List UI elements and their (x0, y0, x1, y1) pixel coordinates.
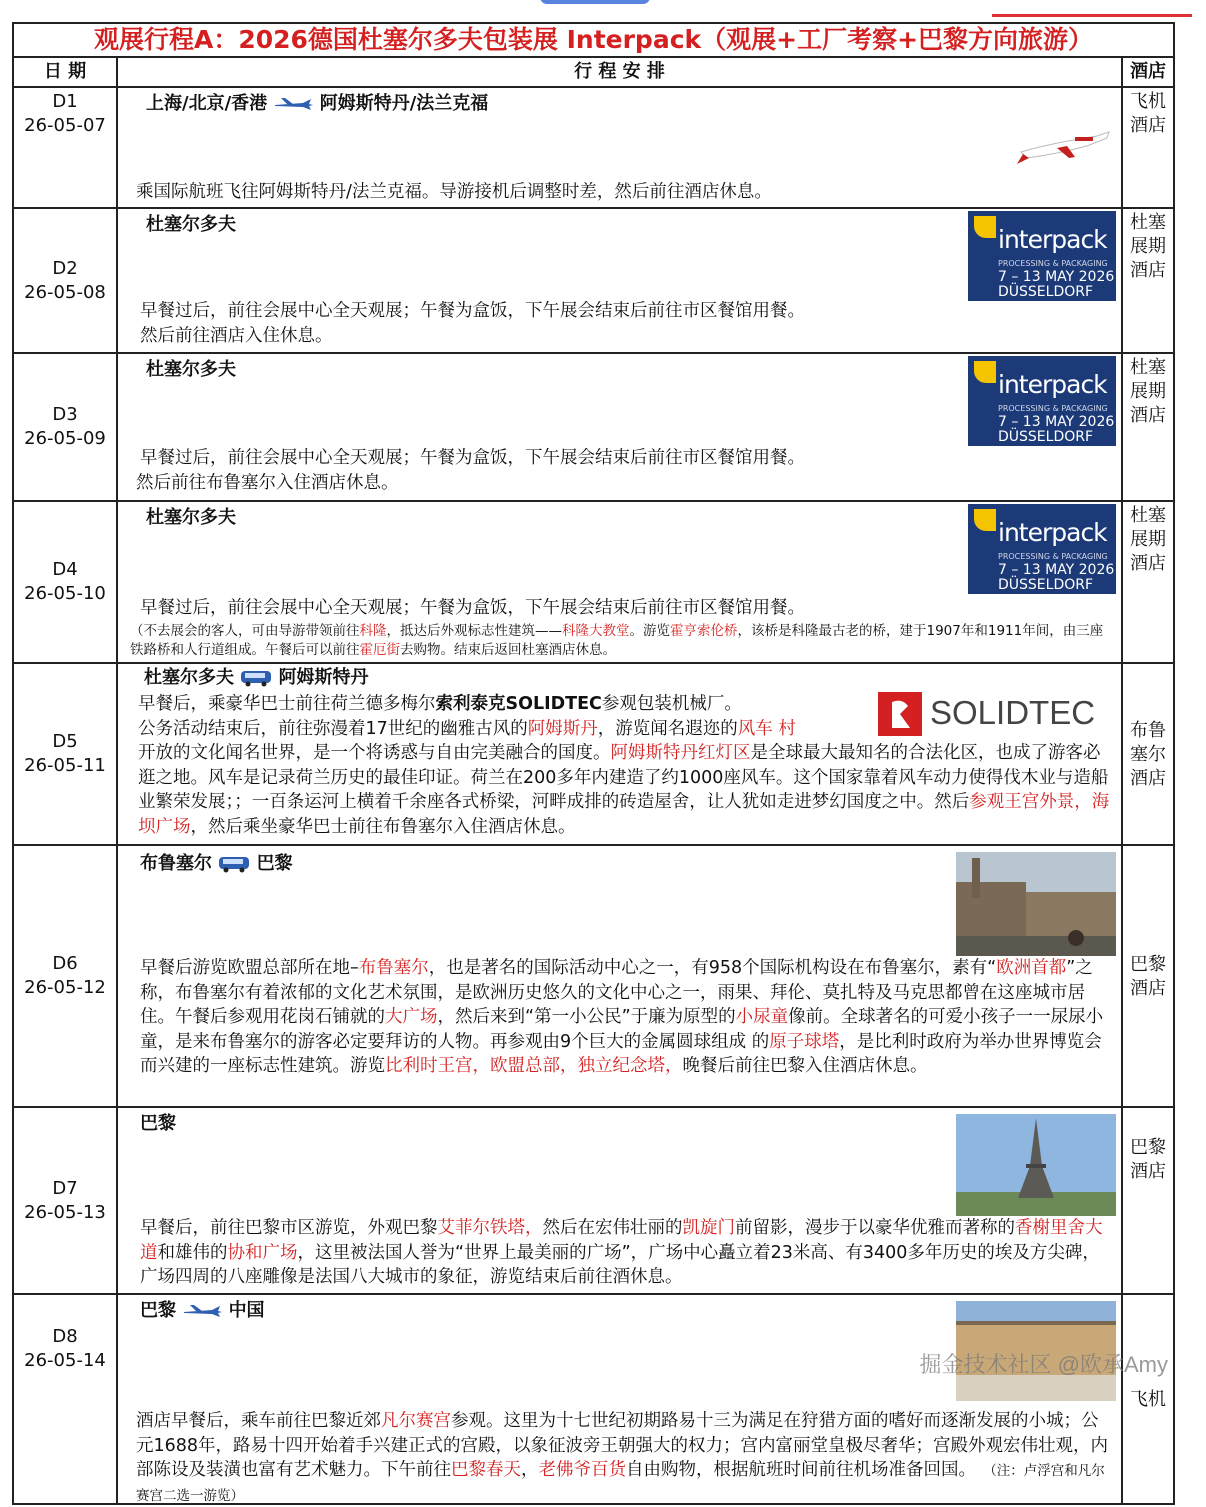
desc-highlight: 参观王宫外景，海坝广场 (138, 792, 1110, 837)
red-rule (992, 14, 1192, 17)
day-description (136, 1409, 1115, 1507)
day-number: D3 (52, 404, 78, 425)
day-schedule-cell (117, 1107, 1122, 1294)
note-highlight: 霍厄街 (359, 642, 400, 658)
day-description: 早餐过后，前往会展中心全天观展；午餐为盒饭，下午展会结束后前往市区餐馆用餐。 (140, 598, 805, 618)
jet-plane-image (1017, 124, 1113, 166)
desc-highlight: 香榭里舍大道 (140, 1218, 1103, 1263)
logo-brand: interpack (998, 370, 1107, 399)
logo-dates: 7 – 13 MAY 2026 (998, 269, 1115, 285)
desc-highlight: 协和广场 (227, 1242, 298, 1263)
desc-text: 开放的文化闻名世界，是一个将诱惑与自由完美融合的国度。 (138, 743, 611, 763)
desc-text: 然后在宏伟壮丽的 (542, 1218, 683, 1238)
desc-text: 早餐后，乘豪华巴士前往荷兰德多梅尔 (138, 694, 436, 714)
day-row (13, 208, 1174, 353)
interpack-logo (968, 504, 1116, 594)
day-row (13, 663, 1174, 845)
desc-highlight: 风车 村 (737, 718, 796, 739)
day-note (130, 622, 1115, 660)
desc-bold: 索利泰克SOLIDTEC (435, 694, 602, 714)
day-number: D2 (52, 257, 78, 279)
desc-text: ”之称，布鲁塞尔有着浓郁的文化艺术氛围，是欧洲历史悠久的文化中心之一，雨果、拜伦、莫扎特及马克思都曾在这座城市居住。午餐后参观用花岗石铺就的 (140, 958, 1093, 1027)
interpack-logo (968, 356, 1116, 446)
interpack-mark-icon (974, 509, 996, 531)
logo-city: DÜSSELDORF (998, 577, 1094, 593)
day-row (13, 845, 1174, 1107)
desc-highlight: 大广场 (385, 1007, 438, 1027)
desc-text: 像前。全球著名的可爱小孩子一一尿尿小童，是来布鲁塞尔的游客必定要拜访的人物。再参观由9个巨大的金属圆球组成 的 (140, 1007, 1104, 1052)
note-text: 去购物。结束后返回杜塞酒店休息。 (400, 642, 616, 658)
solidtec-label: SOLIDTEC (930, 694, 1096, 731)
bus-icon (218, 855, 250, 873)
day-date: 26-05-08 (24, 281, 106, 303)
day-date-cell (13, 845, 117, 1107)
day-route: 杜塞尔多夫 (146, 214, 236, 235)
desc-text: ，这里被法国人誉为“世界上最美丽的广场”，广场中心矗立着23米高、有3400多年历史的埃及方尖碑，广场四周的八座雕像是法国八大城市的象征，游览结束后前往酒休息。 (140, 1242, 1100, 1287)
day-date: 26-05-14 (24, 1350, 106, 1371)
note-highlight: 科隆 (359, 623, 387, 639)
day-description (136, 446, 1115, 495)
note-text: 。游览 (629, 623, 670, 639)
bus-icon (240, 669, 272, 687)
logo-dates: 7 – 13 MAY 2026 (998, 414, 1115, 430)
day-hotel: 飞机 (1122, 1294, 1174, 1504)
logo-brand: interpack (998, 518, 1107, 547)
desc-text: 前留影，漫步于以豪华优雅而著称的 (735, 1218, 1015, 1238)
airplane-icon (273, 97, 313, 111)
note-highlight: 科隆大教堂 (562, 623, 630, 639)
header-date: 日 期 (13, 57, 117, 87)
day-route: 杜塞尔多夫 (146, 507, 236, 528)
day-hotel: 飞机 酒店 (1122, 87, 1174, 208)
desc-text: ，游览闻名遐迩的 (597, 718, 738, 739)
desc-line: 然后前往布鲁塞尔入住酒店休息。 (136, 472, 399, 493)
page-title: 观展行程A：2026德国杜塞尔多夫包装展 Interpack（观展+工厂考察+巴黎方向旅游） (13, 23, 1174, 57)
route-to: 阿姆斯特丹/法兰克福 (319, 93, 489, 114)
header-hotel: 酒店 (1122, 57, 1174, 87)
day-description (140, 956, 1115, 1079)
day-hotel: 杜塞 展期 酒店 (1122, 208, 1174, 353)
header-tab-fragment (540, 0, 650, 4)
desc-highlight: 凯旋门 (682, 1218, 735, 1238)
day-schedule-cell (117, 501, 1122, 663)
day-description (138, 692, 1113, 839)
day-route (146, 92, 488, 116)
day-date-cell (13, 501, 117, 663)
route-to: 阿姆斯特丹 (278, 667, 369, 688)
desc-text: 早餐后游览欧盟总部所在地– (140, 958, 359, 978)
desc-highlight: 原子球塔 (769, 1031, 840, 1052)
day-row (13, 1294, 1174, 1504)
logo-sub: PROCESSING & PACKAGING (998, 552, 1108, 561)
day-number: D6 (52, 953, 78, 974)
eiffel-tower-photo (956, 1114, 1116, 1216)
desc-line: 然后前往酒店入住休息。 (140, 325, 333, 346)
day-hotel: 巴黎 酒店 (1122, 1107, 1174, 1294)
day-schedule-cell (117, 87, 1122, 208)
day-row (13, 87, 1174, 208)
logo-city: DÜSSELDORF (998, 429, 1094, 445)
desc-line: 早餐过后，前往会展中心全天观展；午餐为盒饭，下午展会结束后前往市区餐馆用餐。 (140, 301, 805, 321)
route-from: 布鲁塞尔 (140, 853, 212, 874)
desc-text: 参观。这里为十七世纪初期路易十三为满足在狩猎方面的嗜好而逐渐发展的小城；公元1688年，路易十四开始着手兴建正式的宫殿，以象征波旁王朝强大的权力；宫内富丽堂皇极尽奢华；宫殿外观宏伟壮观，内部陈设及装潢也富有艺术魅力。下午前往 (136, 1411, 1109, 1480)
desc-text: 是全球最大最知名的合法化区，也成了游客必逛之地。风车是记录荷兰历史的最佳印证。荷兰在200多年内建造了约1000座风车。这个国家靠着风车动力使得伐木业与造船业繁荣发展；；一百条运河上横着千余座各式桥梁，河畔成排的砖造屋舍，让人犹如走进梦幻国度之中。然后 (138, 743, 1109, 812)
day-date-cell (13, 663, 117, 845)
logo-city: DÜSSELDORF (998, 284, 1094, 300)
desc-highlight: 艾菲尔铁塔， (437, 1218, 543, 1238)
day-schedule-cell (117, 1294, 1122, 1504)
desc-highlight: 巴黎春天 (451, 1460, 521, 1480)
note-text: ，抵达后外观标志性建筑—— (386, 623, 562, 639)
logo-sub: PROCESSING & PACKAGING (998, 404, 1108, 413)
desc-text: ， (521, 1460, 539, 1480)
day-date: 26-05-13 (24, 1201, 106, 1223)
day-hotel: 巴黎 酒店 (1122, 845, 1174, 1107)
desc-text: ，是比利时政府为举办世界博览会而兴建的一座标志性建筑。游览 (140, 1031, 1102, 1076)
day-hotel: 杜塞 展期 酒店 (1122, 501, 1174, 663)
note-text: （不去展会的客人，可由导游带领前往 (130, 623, 360, 639)
interpack-mark-icon (974, 361, 996, 383)
day-date: 26-05-07 (24, 115, 106, 136)
desc-text: ，然后乘坐豪华巴士前往布鲁塞尔入住酒店休息。 (190, 816, 576, 837)
day-date-cell (13, 1294, 117, 1504)
desc-highlight: 老佛爷百货 (538, 1460, 626, 1480)
day-note: （注：卢浮宫和凡尔赛宫二选一游览） (136, 1463, 1105, 1504)
day-number: D8 (52, 1326, 78, 1347)
desc-text: 早餐后，前往巴黎市区游览，外观巴黎 (140, 1218, 438, 1238)
day-date-cell (13, 87, 117, 208)
day-route (140, 1299, 265, 1323)
day-description (140, 1216, 1115, 1290)
day-description: 乘国际航班飞往阿姆斯特丹/法兰克福。导游接机后调整时差，然后前往酒店休息。 (136, 182, 772, 202)
day-date: 26-05-09 (24, 428, 106, 449)
day-route: 杜塞尔多夫 (146, 359, 236, 380)
day-schedule-cell (117, 663, 1122, 845)
desc-text: 参观包装机械厂。 (601, 694, 742, 714)
desc-highlight: 布鲁塞尔 (358, 958, 429, 978)
day-schedule-cell (117, 208, 1122, 353)
day-number: D4 (52, 559, 78, 580)
desc-text: 公务活动结束后，前往弥漫着17世纪的幽雅古风的 (138, 718, 528, 739)
route-from: 上海/北京/香港 (146, 93, 268, 114)
desc-text: 酒店早餐后，乘车前往巴黎近郊 (136, 1411, 381, 1431)
day-hotel: 布鲁 塞尔 酒店 (1122, 663, 1174, 845)
desc-text: 和雄伟的 (157, 1242, 228, 1263)
day-date-cell (13, 353, 117, 501)
desc-text: ，也是著名的国际活动中心之一，有958个国际机构设在布鲁塞尔，素有“ (428, 958, 997, 978)
day-date: 26-05-10 (24, 583, 106, 604)
route-to: 巴黎 (256, 853, 293, 874)
desc-highlight: 阿姆斯特丹红灯区 (610, 743, 751, 763)
interpack-mark-icon (974, 216, 996, 238)
note-text: ，该桥是科隆最古老的桥，建于1907年和1911年间，由三座铁路桥和人行道组成。午餐后可以前往 (130, 623, 1104, 658)
day-schedule-cell (117, 353, 1122, 501)
day-schedule-cell (117, 845, 1122, 1107)
day-row (13, 1107, 1174, 1294)
route-from: 巴黎 (140, 1300, 176, 1321)
desc-text: 晚餐后前往巴黎入住酒店休息。 (682, 1056, 928, 1076)
logo-brand: interpack (998, 225, 1107, 254)
route-from: 杜塞尔多夫 (144, 667, 234, 688)
day-date-cell (13, 1107, 117, 1294)
desc-highlight: 阿姆斯丹 (527, 718, 598, 739)
brussels-grand-place-photo (956, 852, 1116, 956)
logo-dates: 7 – 13 MAY 2026 (998, 562, 1115, 578)
day-hotel: 杜塞 展期 酒店 (1122, 353, 1174, 501)
day-number: D5 (52, 731, 78, 752)
note-highlight: 霍亨索伦桥 (670, 623, 738, 639)
day-date: 26-05-12 (24, 977, 106, 998)
header-schedule: 行 程 安 排 (117, 57, 1122, 87)
day-route: 巴黎 (140, 1113, 176, 1134)
desc-text: 自由购物，根据航班时间前往机场准备回国。 (626, 1460, 976, 1480)
desc-highlight: 小尿童 (735, 1007, 789, 1027)
interpack-logo (968, 211, 1116, 301)
day-row (13, 353, 1174, 501)
desc-highlight: 比利时王宫，欧盟总部，独立纪念塔， (385, 1056, 683, 1076)
desc-highlight: 凡尔赛宫 (381, 1411, 451, 1431)
top-decoration (0, 0, 1206, 22)
desc-line: 早餐过后，前往会展中心全天观展；午餐为盒饭，下午展会结束后前往市区餐馆用餐。 (140, 448, 805, 468)
day-number: D7 (52, 1177, 78, 1199)
day-date-cell (13, 208, 117, 353)
day-number: D1 (52, 91, 78, 112)
day-route (144, 666, 369, 690)
desc-highlight: 欧洲首都 (996, 958, 1067, 978)
logo-sub: PROCESSING & PACKAGING (998, 259, 1108, 268)
airplane-icon (182, 1304, 222, 1318)
day-row (13, 501, 1174, 663)
desc-text: ，然后来到“第一小公民”于廉为原型的 (437, 1007, 736, 1027)
watermark: 掘金技术社区 @欧承Amy (919, 1352, 1168, 1377)
day-description (140, 299, 1115, 348)
day-route (140, 852, 293, 876)
itinerary-table (12, 22, 1175, 1505)
day-date: 26-05-11 (24, 755, 106, 776)
route-to: 中国 (228, 1300, 265, 1321)
